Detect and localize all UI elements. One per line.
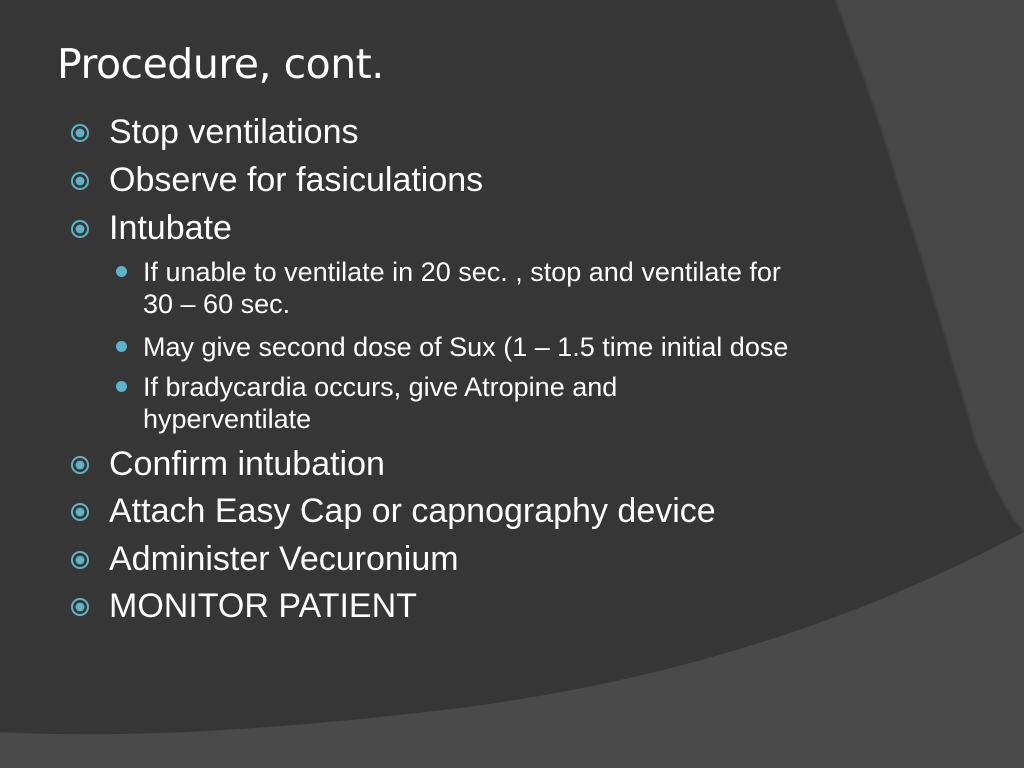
bullet-text: Attach Easy Cap or capnography device [109, 492, 716, 530]
bullet-text: 30 – 60 sec. [143, 289, 291, 319]
slide-title: Procedure, cont. [57, 40, 384, 88]
bullet-text: If unable to ventilate in 20 sec. , stop and ventilate for [143, 257, 781, 287]
dot-bullet-icon [116, 266, 127, 277]
bullet-attach-easy-cap [109, 491, 716, 531]
sub-bullet-unable-to-ventilate-continued [143, 288, 290, 320]
bullet-text: hyperventilate [143, 404, 312, 434]
bullet-text: MONITOR PATIENT [109, 587, 417, 625]
target-bullet-icon [70, 123, 90, 143]
target-bullet-icon [70, 171, 90, 191]
bullet-text: Intubate [109, 209, 232, 247]
bullet-observe-fasiculations [109, 160, 483, 200]
bullet-administer-vecuronium [109, 539, 459, 579]
bullet-text: If bradycardia occurs, give Atropine and [143, 372, 618, 402]
target-bullet-icon [70, 550, 90, 570]
bullet-intubate [109, 208, 232, 248]
sub-bullet-unable-to-ventilate [143, 256, 781, 288]
target-bullet-icon [70, 219, 90, 239]
sub-bullet-bradycardia [143, 371, 617, 403]
bullet-text: Stop ventilations [109, 113, 359, 151]
bullet-text: Confirm intubation [109, 445, 385, 483]
bullet-stop-ventilations [109, 112, 359, 152]
dot-bullet-icon [116, 341, 127, 352]
target-bullet-icon [70, 455, 90, 475]
sub-bullet-bradycardia-continued [143, 403, 311, 435]
target-bullet-icon [70, 597, 90, 617]
dot-bullet-icon [116, 381, 127, 392]
bullet-text: May give second dose of Sux (1 – 1.5 time initial dose [143, 332, 789, 362]
sub-bullet-second-dose [143, 331, 788, 363]
bullet-monitor-patient [109, 586, 417, 626]
bullet-confirm-intubation [109, 444, 385, 484]
target-bullet-icon [70, 502, 90, 522]
bullet-text: Administer Vecuronium [109, 540, 459, 578]
bullet-text: Observe for fasiculations [109, 161, 484, 199]
